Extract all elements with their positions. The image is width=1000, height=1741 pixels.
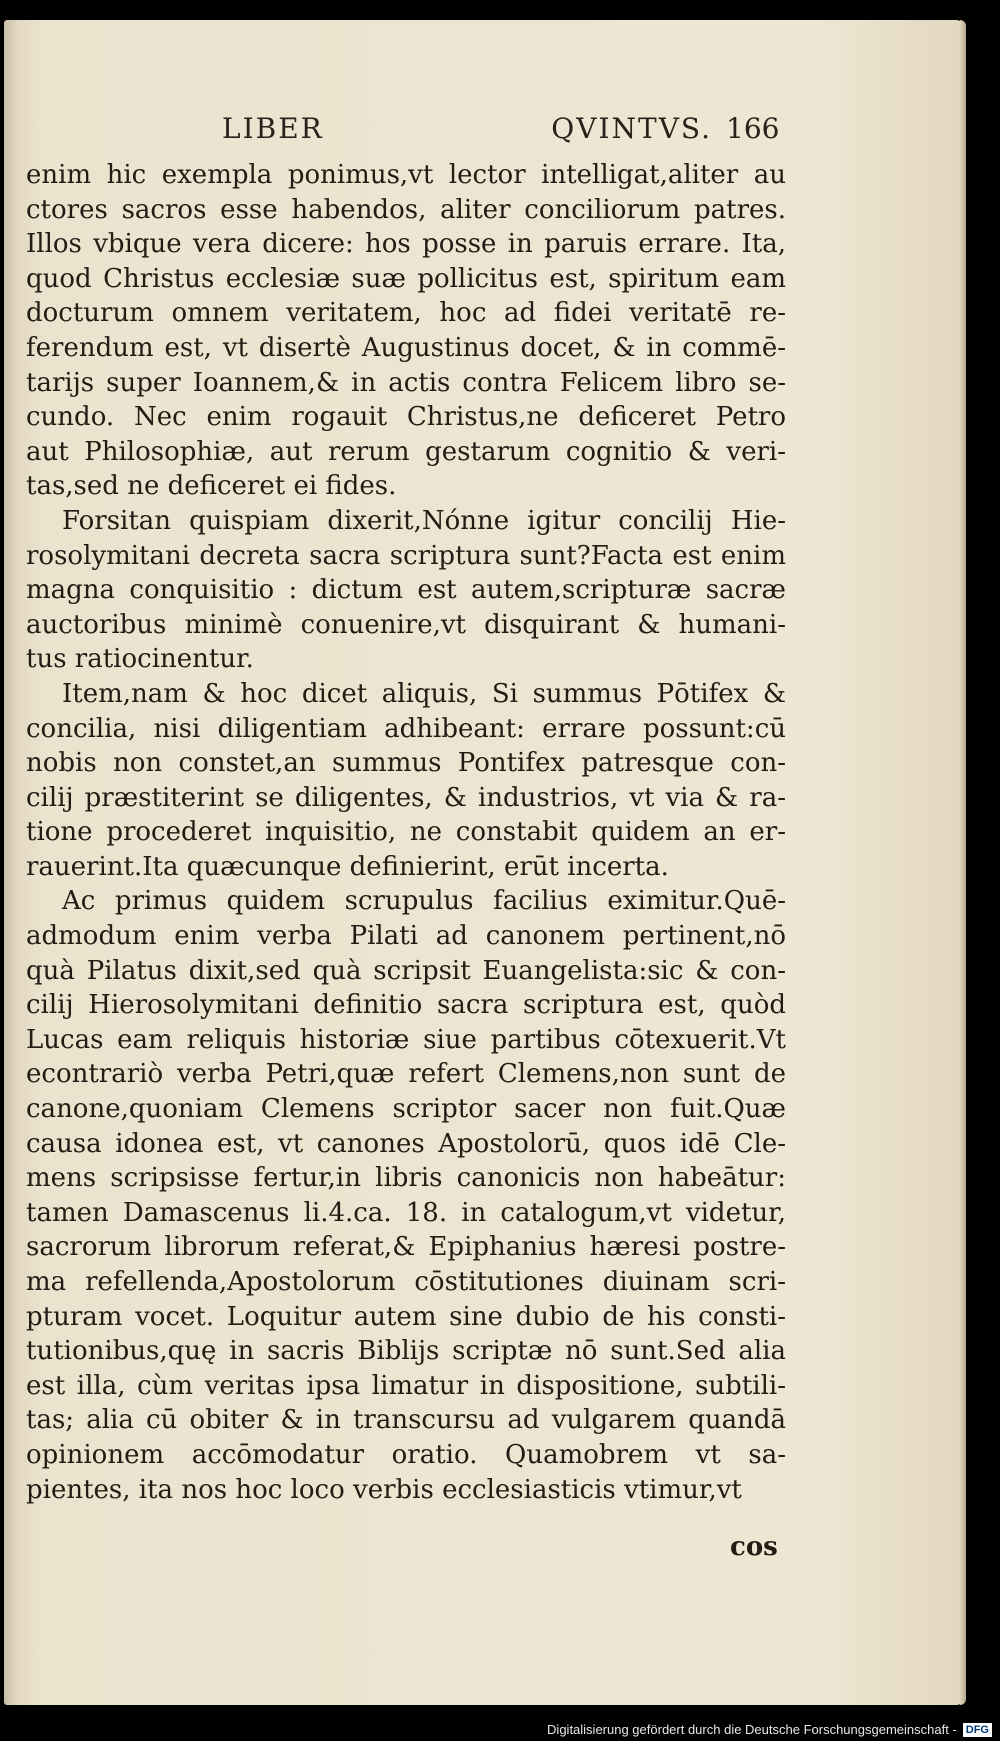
text-line: admodum enim verba Pilati ad canonem pertinent,nō — [26, 921, 786, 952]
text-line: tas; alia cū obiter & in transcursu ad vulgarem quandā — [26, 1405, 786, 1436]
page-number: 166 — [726, 112, 780, 145]
text-line: aut Philosophiæ, aut rerum gestarum cognitio & veri- — [26, 436, 786, 467]
text-line: causa idonea est, vt canones Apostolorū, quos idē Cle- — [26, 1128, 786, 1159]
text-line: ferendum est, vt disertè Augustinus docet, & in commē- — [26, 332, 786, 363]
text-line: tarijs super Ioannem,& in actis contra Felicem libro se- — [26, 367, 786, 398]
text-line: pientes, ita nos hoc loco verbis ecclesiasticis vtimur,vt — [26, 1474, 742, 1505]
text-line: Forsitan quispiam dixerit,Nónne igitur concilij Hie- — [62, 505, 786, 536]
paragraph — [26, 158, 786, 504]
text-line: canone,quoniam Clemens scriptor sacer non fuit.Quæ — [26, 1094, 786, 1125]
text-line: Illos vbique vera dicere: hos posse in paruis errare. Ita, — [26, 229, 786, 260]
text-line: quod Christus ecclesiæ suæ pollicitus est, spiritum eam — [26, 263, 786, 294]
text-line: tutionibus,quę in sacris Biblijs scriptæ nō sunt.Sed alia — [26, 1336, 786, 1367]
paragraph — [26, 504, 786, 677]
paragraph — [26, 677, 786, 885]
digitization-footer — [547, 1722, 992, 1737]
catchword: cos — [730, 1532, 778, 1562]
body-text — [26, 158, 786, 1507]
text-line: ma refellenda,Apostolorum cōstitutiones diuinam scri- — [26, 1267, 786, 1297]
text-line: Lucas eam reliquis historiæ siue partibus cōtexuerit.Vt — [26, 1024, 786, 1055]
text-line: tione procederet inquisitio, ne constabit quidem an er- — [26, 817, 786, 848]
text-line: tas,sed ne deficeret ei fides. — [26, 471, 397, 502]
funding-credit: Digitalisierung gefördert durch die Deutsche Forschungsgemeinschaft - — [547, 1722, 957, 1737]
text-line: pturam vocet. Loquitur autem sine dubio de his consti- — [26, 1301, 786, 1332]
text-line: cundo. Nec enim rogauit Christus,ne deficeret Petro — [26, 402, 786, 433]
text-line: econtrariò verba Petri,quæ refert Clemens,non sunt de — [26, 1059, 786, 1090]
text-line: quà Pilatus dixit,sed quà scripsit Euangelista:sic & con- — [26, 955, 786, 986]
text-line: tamen Damascenus li.4.ca. 18. in catalogum,vt videtur, — [26, 1197, 786, 1228]
text-line: enim hic exempla ponimus,vt lector intelligat,aliter au — [26, 160, 786, 190]
text-line: rosolymitani decreta sacra scriptura sunt?Facta est enim — [26, 540, 786, 571]
text-line: opinionem accōmodatur oratio. Quamobrem vt sa- — [26, 1439, 786, 1470]
text-line: sacrorum librorum referat,& Epiphanius hæresi postre- — [26, 1232, 786, 1263]
text-line: Item,nam & hoc dicet aliquis, Si summus Pōtifex & — [62, 678, 786, 709]
text-line: concilia, nisi diligentiam adhibeant: errare possunt:cū — [26, 713, 786, 744]
text-line: tus ratiocinentur. — [26, 644, 254, 675]
page-edge — [960, 20, 966, 1705]
text-line: cilij præstiterint se diligentes, & industrios, vt via & ra- — [26, 782, 786, 813]
paragraph — [26, 884, 786, 1507]
text-line: magna conquisitio : dictum est autem,scripturæ sacræ — [26, 575, 786, 606]
text-line: ctores sacros esse habendos, aliter conciliorum patres. — [26, 194, 786, 225]
text-line: est illa, cùm veritas ipsa limatur in dispositione, subtili- — [26, 1370, 786, 1401]
dfg-logo: DFG — [963, 1723, 992, 1737]
text-line: nobis non constet,an summus Pontifex patresque con- — [26, 748, 786, 779]
text-line: Ac primus quidem scrupulus facilius eximitur.Quē- — [62, 886, 786, 917]
text-line: cilij Hierosolymitani definitio sacra scriptura est, quòd — [26, 990, 786, 1021]
running-title-left: LIBER — [222, 112, 324, 145]
text-line: mens scripsisse fertur,in libris canonicis non habeātur: — [26, 1163, 786, 1194]
book-page — [4, 20, 966, 1705]
running-header — [222, 112, 782, 145]
text-line: auctoribus minimè conuenire,vt disquirant & humani- — [26, 609, 786, 640]
text-line: rauerint.Ita quæcunque definierint, erūt incerta. — [26, 851, 669, 882]
text-line: docturum omnem veritatem, hoc ad fidei veritatē re- — [26, 298, 786, 329]
running-title-right: QVINTVS. — [551, 112, 712, 145]
